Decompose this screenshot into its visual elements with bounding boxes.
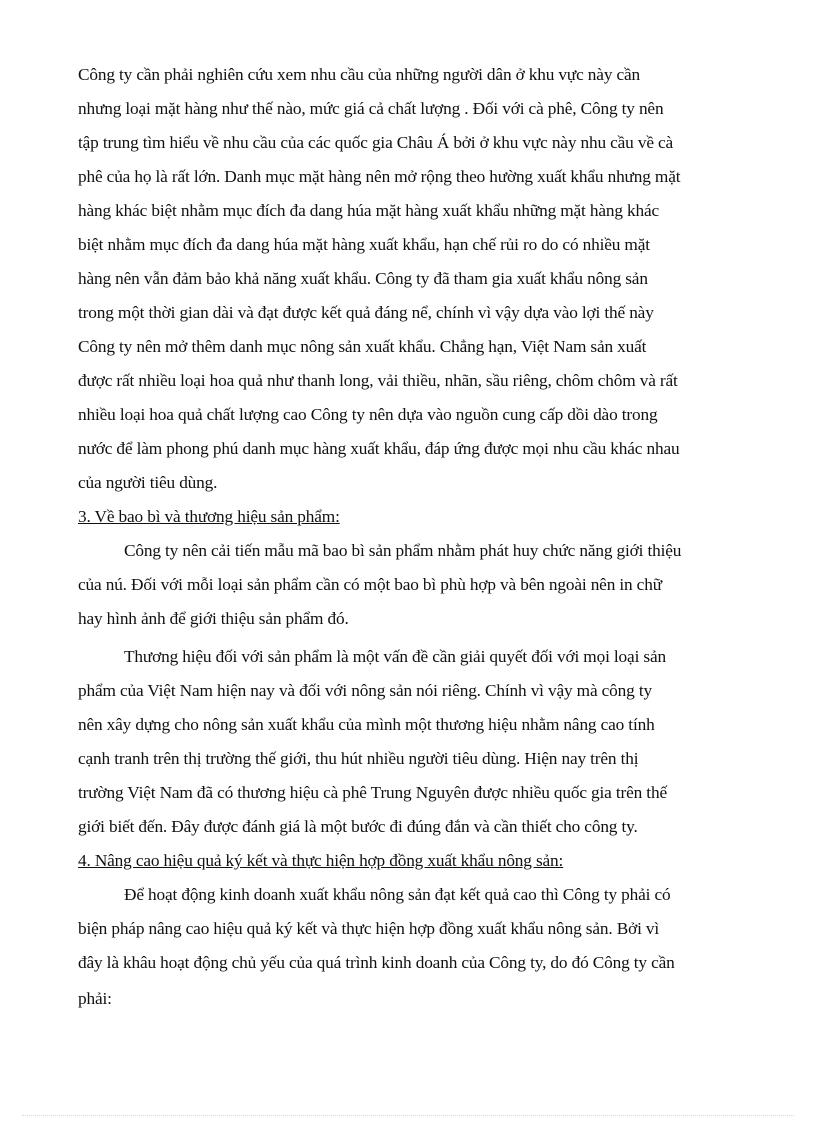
paragraph-line: giới biết đến. Đây được đánh giá là một bước đi đúng đắn và cần thiết cho công ty. — [78, 817, 638, 836]
section-heading-contract-efficiency: 4. Nâng cao hiệu quả ký kết và thực hiện hợp đồng xuất khẩu nông sản: — [78, 851, 564, 870]
paragraph-line: Thương hiệu đối với sản phẩm là một vấn đề cần giải quyết đối với mọi loại sản — [124, 647, 666, 666]
paragraph-line: Công ty nên mở thêm danh mục nông sản xuất khẩu. Chẳng hạn, Việt Nam sản xuất — [78, 337, 647, 356]
paragraph-line: trường Việt Nam đã có thương hiệu cà phê Trung Nguyên được nhiều quốc gia trên thế — [78, 783, 667, 802]
paragraph-line: nước để làm phong phú danh mục hàng xuất khẩu, đáp ứng được mọi nhu cầu khác nhau — [78, 439, 680, 458]
paragraph-line: của nú. Đối với mỗi loại sản phẩm cần có một bao bì phù hợp và bên ngoài nên in chữ — [78, 575, 662, 594]
paragraph-line: tập trung tìm hiểu về nhu cầu của các quốc gia Châu Á bởi ở khu vực này nhu cầu về cà — [78, 133, 674, 152]
paragraph-line: cạnh tranh trên thị trường thế giới, thu hút nhiều người tiêu dùng. Hiện nay trên thị — [78, 749, 639, 768]
paragraph-line: phẩm của Việt Nam hiện nay và đối với nông sản nói riêng. Chính vì vậy mà công ty — [78, 681, 652, 700]
paragraph-line: phải: — [78, 989, 112, 1008]
paragraph-line: phê của họ là rất lớn. Danh mục mặt hàng nên mở rộng theo hường xuất khẩu nhưng mặt — [78, 167, 681, 186]
paragraph-line: biện pháp nâng cao hiệu quả ký kết và thực hiện hợp đồng xuất khẩu nông sản. Bởi vì — [78, 919, 660, 938]
paragraph-line: nhưng loại mặt hàng như thế nào, mức giá cả chất lượng . Đối với cà phê, Công ty nên — [78, 99, 664, 118]
paragraph-line: Công ty cần phải nghiên cứu xem nhu cầu của những người dân ở khu vực này cần — [78, 65, 641, 84]
paragraph-line: được rất nhiều loại hoa quả như thanh long, vải thiều, nhãn, sầu riêng, chôm chôm và rất — [78, 371, 678, 390]
paragraph-line: của người tiêu dùng. — [78, 473, 218, 492]
paragraph-line: hàng khác biệt nhằm mục đích đa dang húa mặt hàng xuất khẩu những mặt hàng khác — [78, 201, 660, 220]
paragraph-line: Công ty nên cải tiến mẫu mã bao bì sản phẩm nhằm phát huy chức năng giới thiệu — [124, 541, 682, 560]
paragraph-line: biệt nhằm mục đích đa dang húa mặt hàng xuất khẩu, hạn chế rủi ro do có nhiều mặt — [78, 235, 650, 254]
page-bottom-border — [22, 1115, 794, 1116]
paragraph-line: hay hình ảnh để giới thiệu sản phẩm đó. — [78, 609, 349, 628]
paragraph-line: trong một thời gian dài và đạt được kết quả đáng nể, chính vì vậy dựa vào lợi thế này — [78, 303, 654, 322]
paragraph-line: đây là khâu hoạt động chủ yếu của quá trình kinh doanh của Công ty, do đó Công ty cần — [78, 953, 675, 972]
paragraph-line: hàng nên vẫn đảm bảo khả năng xuất khẩu. Công ty đã tham gia xuất khẩu nông sản — [78, 269, 648, 288]
paragraph-line: nhiều loại hoa quả chất lượng cao Công ty nên dựa vào nguồn cung cấp dồi dào trong — [78, 405, 658, 424]
section-heading-packaging-brand: 3. Về bao bì và thương hiệu sản phẩm: — [78, 507, 340, 526]
paragraph-line: Để hoạt động kinh doanh xuất khẩu nông sản đạt kết quả cao thì Công ty phải có — [124, 885, 671, 904]
paragraph-line: nên xây dựng cho nông sản xuất khẩu của mình một thương hiệu nhằm nâng cao tính — [78, 715, 655, 734]
